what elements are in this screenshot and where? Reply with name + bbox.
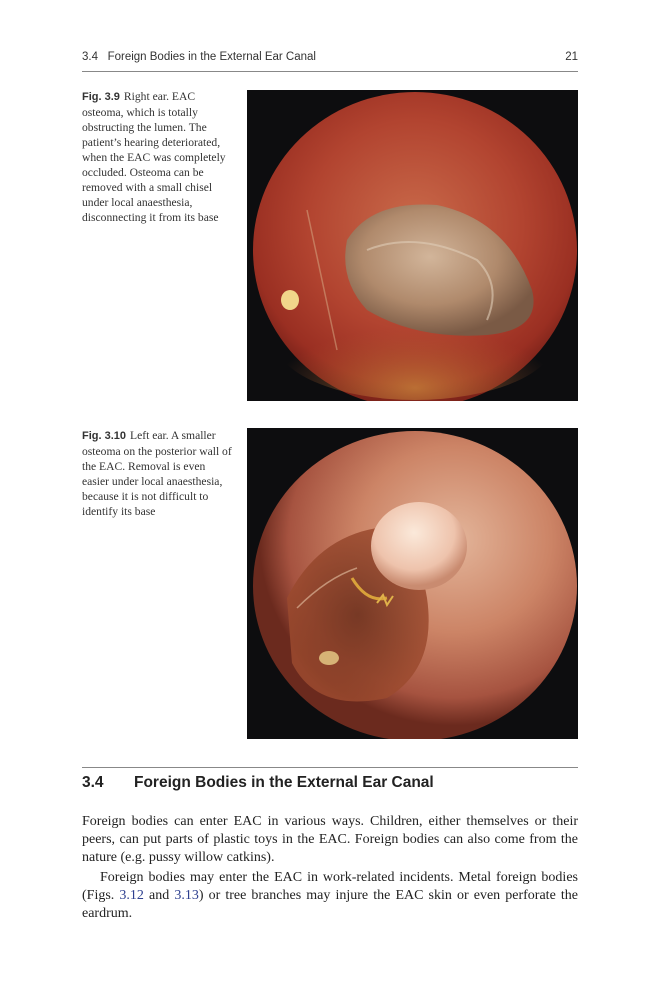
paragraph-2 (82, 869, 578, 923)
figure-link-3-13[interactable]: 3.13 (174, 888, 199, 903)
page-number: 21 (565, 51, 578, 63)
section-title: Foreign Bodies in the External Ear Canal (134, 774, 434, 791)
paragraph-1: Foreign bodies can enter EAC in various ways. Children, either themselves or their peers, can put parts of plastic toys in the EAC. Foreign bodies can also come from the nature (e.g. pussy willow catkins). (82, 814, 578, 865)
section-rule (82, 767, 578, 768)
figure-image-3-9 (247, 90, 578, 401)
otoscopic-photo (247, 428, 578, 739)
header-rule (82, 71, 578, 72)
figure-image-3-10 (247, 428, 578, 739)
figure-caption-text: Right ear. EAC osteoma, which is totally obstructing the lumen. The patient’s hearing deteriorated, when the EAC was completely occluded. Osteoma can be removed with a small chisel under local anaesthesia, disconnecting it from its base (82, 90, 226, 224)
figure-link-3-12[interactable]: 3.12 (119, 888, 144, 903)
section-heading (82, 774, 578, 792)
paragraph-2-text-a: Foreign bodies may enter the EAC in work-related incidents. Metal foreign bodies (Figs. (82, 870, 578, 903)
running-header-section: 3.4 Foreign Bodies in the External Ear Canal (82, 51, 316, 63)
otoscopic-photo (247, 90, 578, 401)
figure-label: Fig. 3.10 (82, 430, 127, 442)
body-text (82, 813, 578, 923)
section-number: 3.4 (82, 774, 104, 791)
figure-caption-3-10 (82, 428, 232, 519)
running-header (82, 51, 578, 69)
paragraph-2-text-b: and (143, 888, 175, 903)
figure-label: Fig. 3.9 (82, 91, 120, 103)
figure-caption-3-9 (82, 89, 232, 225)
figure-caption-text: Left ear. A smaller osteoma on the posterior wall of the EAC. Removal is even easier under local anaesthesia, because it is not difficult to identify its base (82, 429, 232, 518)
paragraph-2-text-c: ) or tree branches may injure the EAC skin or even perforate the eardrum. (82, 888, 578, 921)
